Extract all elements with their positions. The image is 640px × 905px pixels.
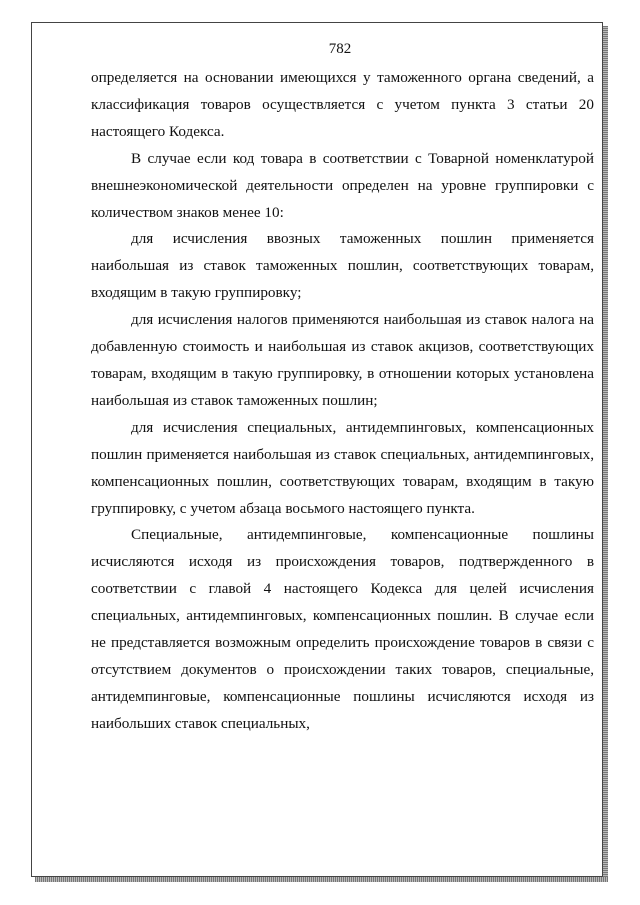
paragraph-code-group-intro: В случае если код товара в соответствии с Товарной номенклатурой внешнеэкономической деятельности определен на уровне группировки с количеством знаков менее 10:	[91, 149, 594, 221]
page-shadow-right	[603, 26, 608, 881]
page-number: 782	[328, 41, 352, 57]
document-body	[91, 65, 594, 738]
paragraph-origin-based-duties: Специальные, антидемпинговые, компенсационные пошлины исчисляются исходя из происхождения товаров, подтвержденного в соответствии с главой 4 настоящего Кодекса для целей исчисления специальных, антидемпинговых, компенсационных пошлин. В случае если не представляется возможным определить происхождение товаров в связи с отсутствием документов о происхождении таких товаров, специальные, антидемпинговые, компенсационные пошлины исчисляются исходя из наибольших ставок специальных,	[91, 526, 594, 732]
paragraph-import-duties: для исчисления ввозных таможенных пошлин применяется наибольшая из ставок таможенных пошлин, соответствующих товарам, входящим в такую группировку;	[91, 230, 594, 302]
paragraph-special-duties: для исчисления специальных, антидемпинговых, компенсационных пошлин применяется наибольшая из ставок специальных, антидемпинговых, компенсационных пошлин, соответствующих товарам, входящим в такую группировку, с учетом абзаца восьмого настоящего пункта.	[91, 418, 594, 517]
paragraph-continuation: определяется на основании имеющихся у таможенного органа сведений, а классификация товаров осуществляется с учетом пункта 3 статьи 20 настоящего Кодекса.	[91, 69, 594, 140]
paragraph-taxes: для исчисления налогов применяются наибольшая из ставок налога на добавленную стоимость и наибольшая из ставок акцизов, соответствующих товарам, входящим в такую группировку, в отношении которых установлена наибольшая из ставок таможенных пошлин;	[91, 311, 594, 409]
page-shadow-bottom	[35, 877, 608, 882]
